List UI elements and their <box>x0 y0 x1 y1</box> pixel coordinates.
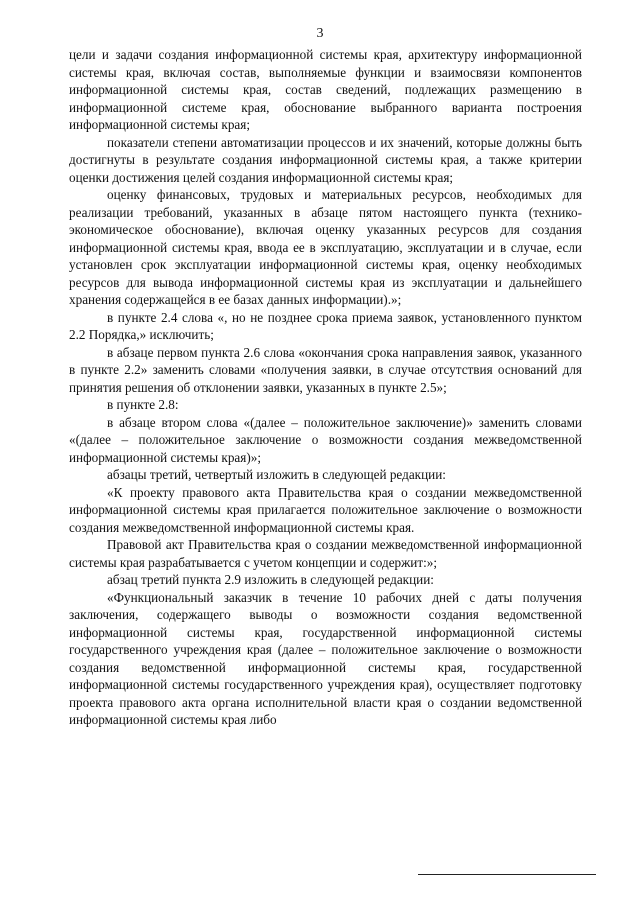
paragraph-point-2-9: абзац третий пункта 2.9 изложить в следующей редакции: <box>107 572 434 587</box>
paragraph-functional-customer: «Функциональный заказчик в течение 10 рабочих дней с даты получения заключения, содержащего выводы о возможности создания ведомственной информационной системы края, государственной информационной системы государственного учреждения края (далее – положительное заключение о возможности создания ведомственной информационной системы края, государственной информационной системы государственного учреждения края), осуществляет подготовку проекта правового акта органа исполнительной власти края о создании ведомственной информационной системы края либо <box>69 589 582 727</box>
paragraph-third-fourth: абзацы третий, четвертый изложить в следующей редакции: <box>107 467 446 482</box>
paragraph-legal-act: Правовой акт Правительства края о создании межведомственной информационной системы края разрабатывается с учетом концепции и содержит:»; <box>69 537 582 570</box>
paragraph-second-abzac: в абзаце втором слова «(далее – положительное заключение)» заменить словами «(далее – положительное заключение о возможности создания межведомственной информационной системы края)»; <box>69 414 582 465</box>
page-number: 3 <box>316 26 324 41</box>
paragraph-indicators: показатели степени автоматизации процессов и их значений, которые должны быть достигнуты в результате создания информационной системы края, а также критерии оценки достижения целей создания информационной системы края; <box>69 134 582 185</box>
paragraph-quote-project: «К проекту правового акта Правительства края о создании межведомственной информационной системы края прилагается положительное заключение о возможности создания межведомственной информационной системы края. <box>69 484 582 535</box>
paragraph-continuation: цели и задачи создания информационной системы края, архитектуру информационной системы края, включая состав, выполняемые функции и взаимосвязи компонентов информационной системы края, состав сведений, подлежащих размещению в информационной системе края, обоснование выбранного варианта построения информационной системы края; <box>69 47 582 132</box>
paragraph-point-2-6: в абзаце первом пункта 2.6 слова «окончания срока направления заявок, указанного в пункте 2.2» заменить словами «получения заявки, в случае отсутствия оснований для принятия решения об отклонении заявки, указанных в пункте 2.5»; <box>69 344 582 395</box>
footer-divider <box>418 874 596 875</box>
paragraph-resource-assessment: оценку финансовых, трудовых и материальных ресурсов, необходимых для реализации требований, указанных в абзаце пятом настоящего пункта (технико-экономическое обоснование), включая оценку указанных ресурсов для создания информационной системы края, ввода ее в эксплуатацию, эксплуатации и в случае, если установлен срок эксплуатации информационной системы края, оценку необходимых ресурсов для вывода информационной системы края из эксплуатации и дальнейшего хранения содержащейся в ее базах данных информации).»; <box>69 187 582 307</box>
paragraph-point-2-4: в пункте 2.4 слова «, но не позднее срока приема заявок, установленного пунктом 2.2 Порядка,» исключить; <box>69 309 582 342</box>
document-body <box>69 46 582 729</box>
paragraph-point-2-8: в пункте 2.8: <box>107 397 179 412</box>
